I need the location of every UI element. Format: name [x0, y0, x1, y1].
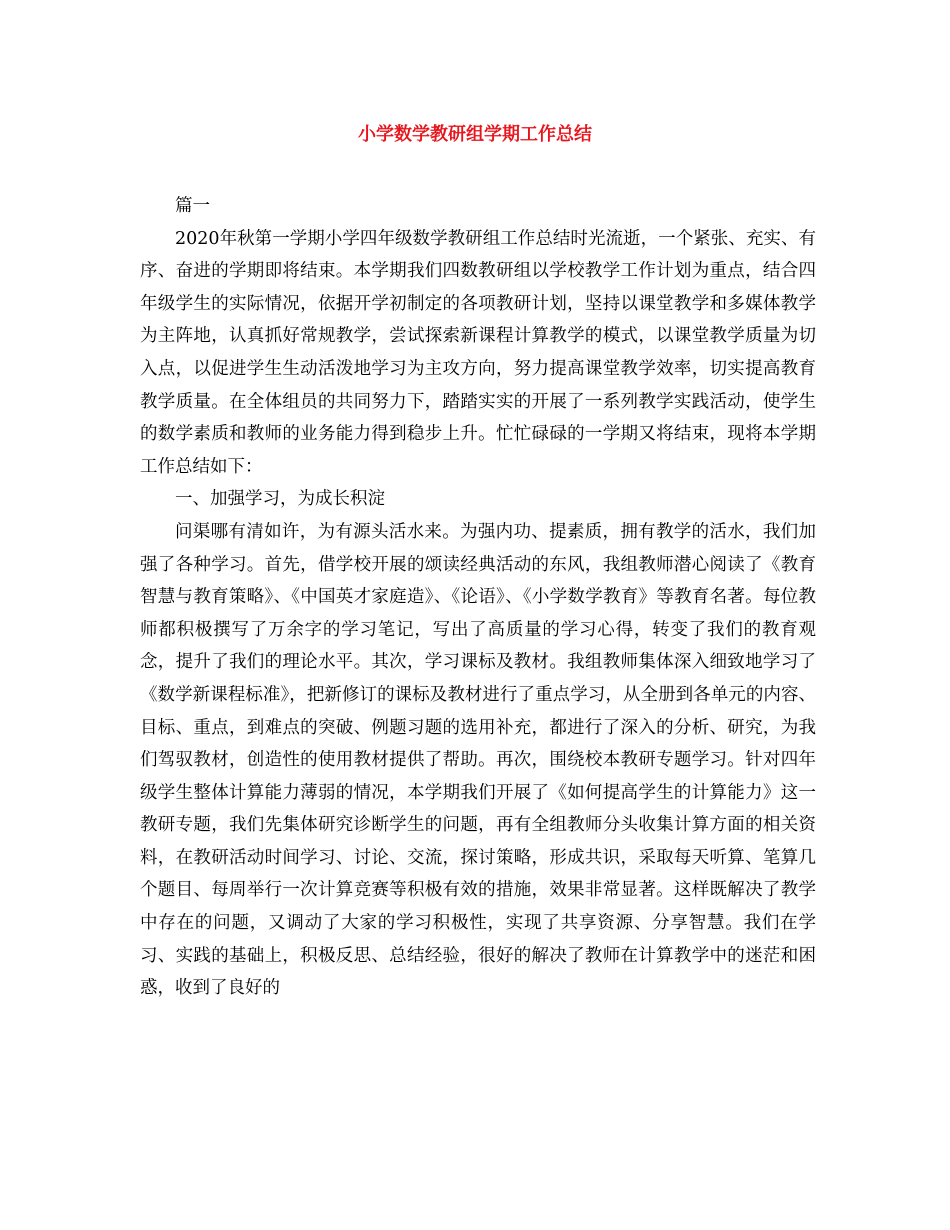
section-heading-study: 一、加强学习，为成长积淀: [175, 489, 385, 510]
intro-paragraph: 2020年秋第一学期小学四年级数学教研组工作总结时光流逝，一个紧张、充实、有序、奋进的学期即将结束。本学期我们四数教研组以学校教学工作计划为重点，结合四年级学生的实际情况，依据开学初制定的各项教研计划，坚持以课堂教学和多媒体教学为主阵地，认真抓好常规教学，尝试探索新课程计算教学的模式，以课堂教学质量为切入点，以促进学生生动活泼地学习为主攻方向，努力提高课堂教学效率，切实提高教育教学质量。在全体组员的共同努力下，踏踏实实的开展了一系列教学实践活动，使学生的数学素质和教师的业务能力得到稳步上升。忙忙碌碌的一学期又将结束，现将本学期工作总结如下：: [140, 228, 816, 477]
document-title: 小学数学教研组学期工作总结: [358, 124, 592, 145]
study-paragraph: 问渠哪有清如许，为有源头活水来。为强内功、提素质，拥有教学的活水，我们加强了各种学习。首先，借学校开展的颂读经典活动的东风，我组教师潜心阅读了《教育智慧与教育策略》、《中国英才家庭造》、《论语》、《小学数学教育》等教育名著。每位教师都积极撰写了万余字的学习笔记，写出了高质量的学习心得，转变了我们的教育观念，提升了我们的理论水平。其次，学习课标及教材。我组教师集体深入细致地学习了《数学新课程标准》，把新修订的课标及教材进行了重点学习，从全册到各单元的内容、目标、重点，到难点的突破、例题习题的选用补充，都进行了深入的分析、研究，为我们驾驭教材，创造性的使用教材提供了帮助。再次，围绕校本教研专题学习。针对四年级学生整体计算能力薄弱的情况，本学期我们开展了《如何提高学生的计算能力》这一教研专题，我们先集体研究诊断学生的问题，再有全组教师分头收集计算方面的相关资料，在教研活动时间学习、讨论、交流，探讨策略，形成共识，采取每天听算、笔算几个题目、每周举行一次计算竞赛等积极有效的措施，效果非常显著。这样既解决了教学中存在的问题，又调动了大家的学习积极性，实现了共享资源、分享智慧。我们在学习、实践的基础上，积极反思、总结经验，很好的解决了教师在计算教学中的迷茫和困惑，收到了良好的: [140, 521, 816, 999]
section-heading-part-one: 篇一: [175, 196, 210, 216]
document-body: [140, 190, 816, 1005]
